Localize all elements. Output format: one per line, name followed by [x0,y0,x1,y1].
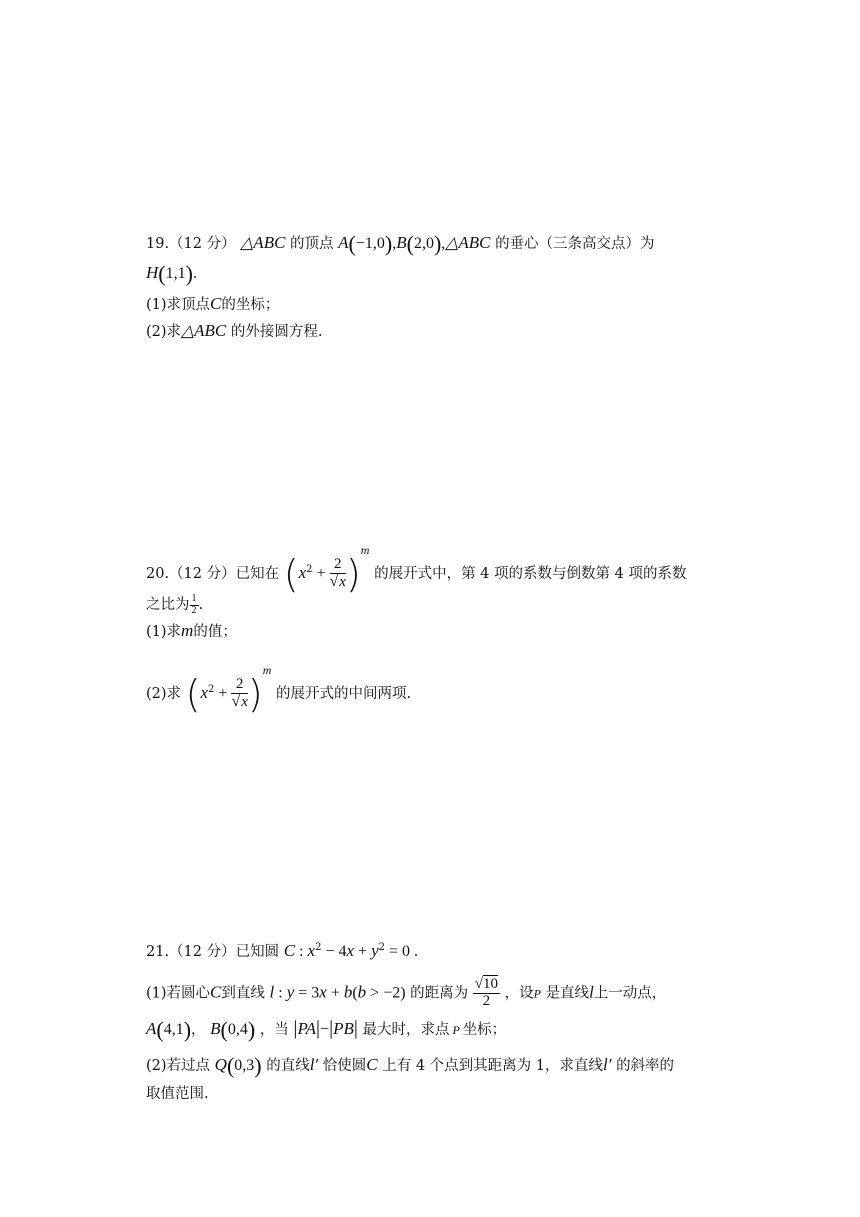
q21-part1: (1)若圆心C到直线 l : y = 3x + b(b > −2) 的距离为 $\frac{√10}{2}$ ，设P 是直线l上一动点， [146,976,667,1009]
q20-line1: 20.（12 分）已知在 ($x^2$ + $\frac{2}{√x}$ )$^m$ 的展开式中，第 4 项的系数与倒数第 4 项的系数 [146,543,687,596]
q21-line3: A(4,1)， B(0,4) ，当 |PA|−|PB| 最大时，求点 P 坐标； [146,1017,507,1042]
q19-line2: H(1,1). [146,261,197,286]
q20-line2: 之比为 $\frac{1}{2}$ . [146,593,204,616]
q21-part2: (2)若过点 Q(0,3) 的直线l′ 恰使圆C 上有 4 个点到其距离为 1，求直线l′ 的斜率的 [146,1053,675,1078]
q20-part2: (2)求 ($x^2$ + $\frac{2}{√x}$ )$^m$ 的展开式的中间两项. [146,663,412,716]
q21-line1: 21.（12 分）已知圆 C : $x^2 - 4x + y^2 = 0$ . [146,940,419,960]
q19-part2: (2)求△ABC 的外接圆方程. [146,321,323,340]
q19-part1: (1)求顶点C的坐标； [146,294,280,313]
q20-part1: (1)求m的值； [146,621,237,640]
q21-line5: 取值范围. [146,1086,209,1102]
q19-line1: 19.（12 分） △ABC 的顶点 A(−1,0),B(2,0),△ABC 的垂心（三条高交点）为 [146,231,655,256]
